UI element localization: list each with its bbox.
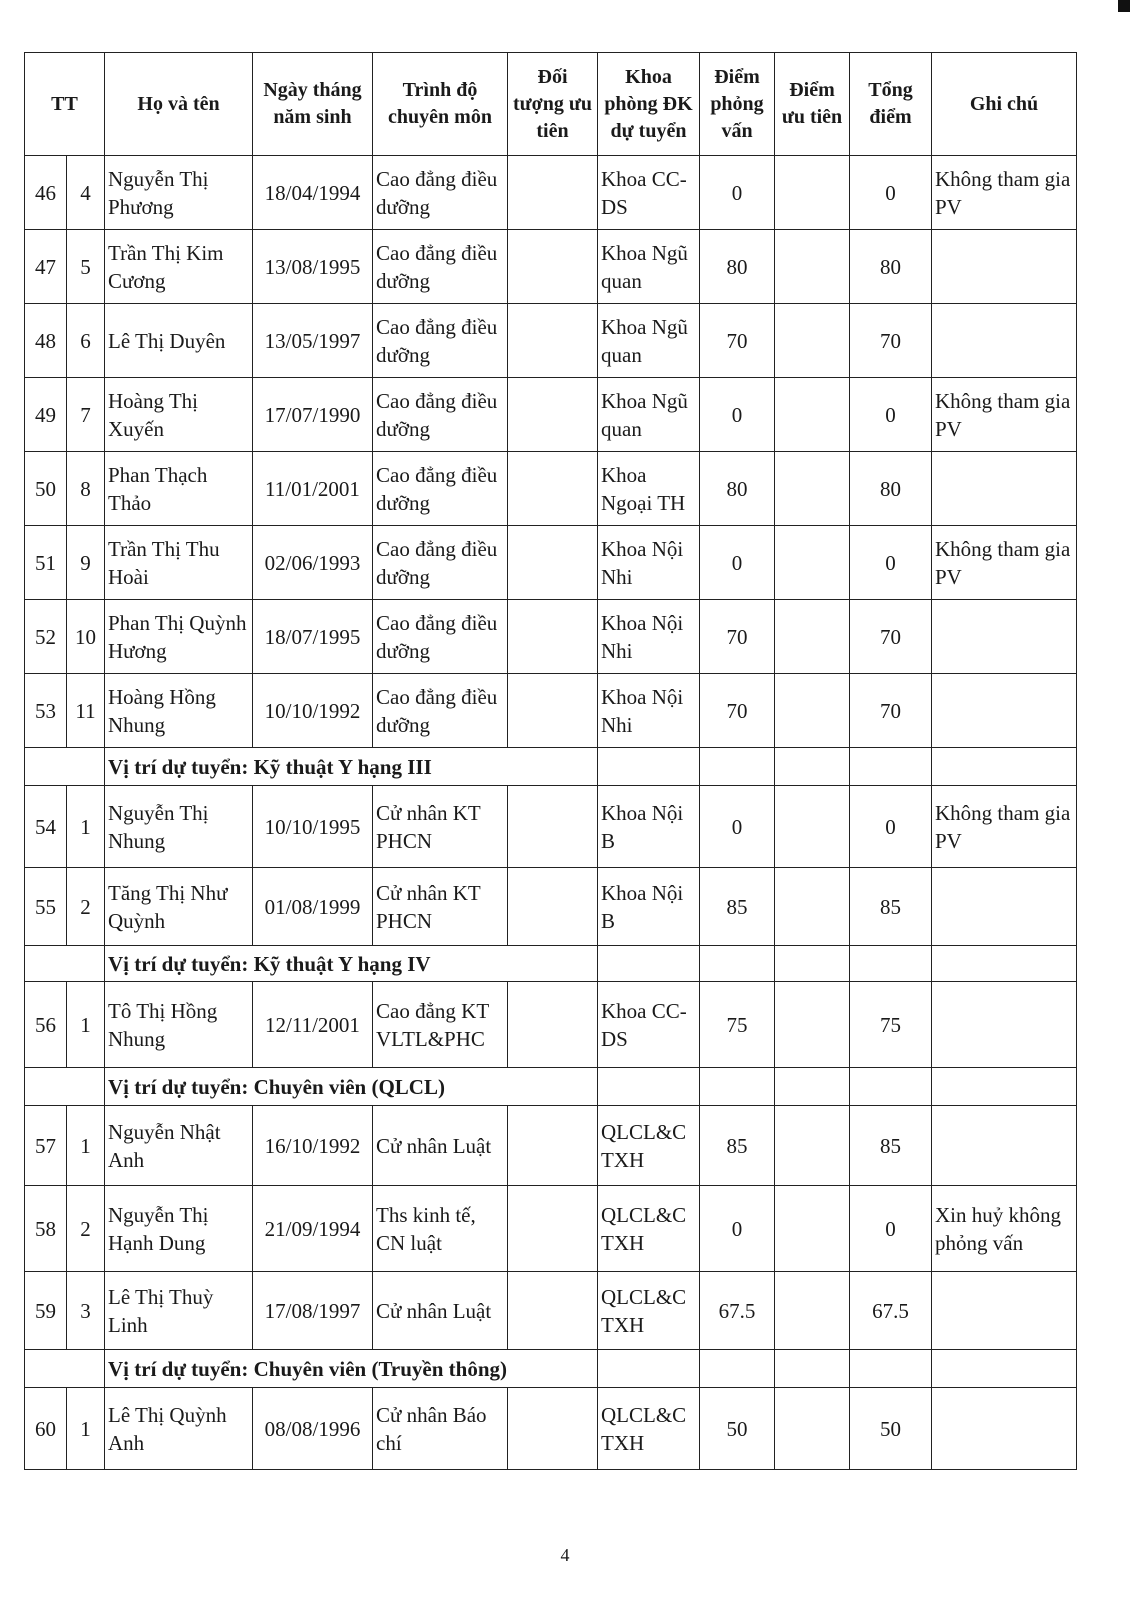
- header-tt: TT: [25, 53, 105, 156]
- birth-date-cell: 18/04/1994: [253, 156, 373, 230]
- row-number-cell: 59: [25, 1272, 67, 1350]
- interview-score-cell: 50: [700, 1388, 775, 1470]
- section-empty-cell: [775, 748, 850, 786]
- section-empty-cell: [598, 748, 700, 786]
- table-row: [25, 378, 1077, 452]
- birth-date-cell: 21/09/1994: [253, 1186, 373, 1272]
- table-row: [25, 230, 1077, 304]
- priority-object-cell: [508, 1388, 598, 1470]
- note-cell: Không tham gia PV: [932, 786, 1077, 868]
- note-cell: Không tham gia PV: [932, 526, 1077, 600]
- table-row: [25, 526, 1077, 600]
- priority-score-cell: [775, 868, 850, 946]
- header-row: [25, 53, 1077, 156]
- birth-date-cell: 10/10/1992: [253, 674, 373, 748]
- section-spacer: [25, 1068, 105, 1106]
- total-score-cell: 70: [850, 674, 932, 748]
- row-number-cell: 47: [25, 230, 67, 304]
- header-priority-score: Điểm ưu tiên: [775, 53, 850, 156]
- priority-score-cell: [775, 156, 850, 230]
- interview-score-cell: 70: [700, 674, 775, 748]
- candidate-name-cell: Lê Thị Duyên: [105, 304, 253, 378]
- table-row: [25, 1272, 1077, 1350]
- priority-object-cell: [508, 526, 598, 600]
- interview-score-cell: 0: [700, 378, 775, 452]
- department-cell: QLCL&C TXH: [598, 1272, 700, 1350]
- page-number: 4: [560, 1545, 570, 1565]
- priority-score-cell: [775, 1388, 850, 1470]
- header-interview-score: Điểm phỏng vấn: [700, 53, 775, 156]
- priority-object-cell: [508, 1186, 598, 1272]
- priority-score-cell: [775, 526, 850, 600]
- section-spacer: [25, 748, 105, 786]
- sub-number-cell: 1: [67, 982, 105, 1068]
- table-row: [25, 1388, 1077, 1470]
- candidate-name-cell: Tô Thị Hồng Nhung: [105, 982, 253, 1068]
- sub-number-cell: 10: [67, 600, 105, 674]
- birth-date-cell: 16/10/1992: [253, 1106, 373, 1186]
- priority-score-cell: [775, 1272, 850, 1350]
- priority-object-cell: [508, 786, 598, 868]
- department-cell: Khoa Ngũ quan: [598, 378, 700, 452]
- section-empty-cell: [775, 946, 850, 982]
- sub-number-cell: 1: [67, 1388, 105, 1470]
- interview-score-cell: 0: [700, 1186, 775, 1272]
- total-score-cell: 80: [850, 452, 932, 526]
- row-number-cell: 56: [25, 982, 67, 1068]
- department-cell: Khoa Ngoại TH: [598, 452, 700, 526]
- sub-number-cell: 1: [67, 786, 105, 868]
- results-table: [24, 52, 1077, 1470]
- interview-score-cell: 70: [700, 600, 775, 674]
- qualification-cell: Cử nhân KT PHCN: [373, 786, 508, 868]
- qualification-cell: Ths kinh tế, CN luật: [373, 1186, 508, 1272]
- table-row: [25, 868, 1077, 946]
- section-empty-cell: [598, 946, 700, 982]
- department-cell: Khoa Nội Nhi: [598, 674, 700, 748]
- row-number-cell: 51: [25, 526, 67, 600]
- department-cell: QLCL&C TXH: [598, 1106, 700, 1186]
- section-empty-cell: [700, 1350, 775, 1388]
- row-number-cell: 52: [25, 600, 67, 674]
- candidate-name-cell: Hoàng Hồng Nhung: [105, 674, 253, 748]
- note-cell: [932, 600, 1077, 674]
- sub-number-cell: 7: [67, 378, 105, 452]
- sub-number-cell: 5: [67, 230, 105, 304]
- total-score-cell: 0: [850, 156, 932, 230]
- header-qualification: Trình độ chuyên môn: [373, 53, 508, 156]
- qualification-cell: Cử nhân Báo chí: [373, 1388, 508, 1470]
- candidate-name-cell: Nguyễn Thị Nhung: [105, 786, 253, 868]
- birth-date-cell: 10/10/1995: [253, 786, 373, 868]
- interview-score-cell: 70: [700, 304, 775, 378]
- header-note: Ghi chú: [932, 53, 1077, 156]
- row-number-cell: 55: [25, 868, 67, 946]
- note-cell: [932, 1106, 1077, 1186]
- note-cell: [932, 1272, 1077, 1350]
- table-row: [25, 786, 1077, 868]
- row-number-cell: 53: [25, 674, 67, 748]
- section-empty-cell: [932, 946, 1077, 982]
- section-empty-cell: [932, 1350, 1077, 1388]
- birth-date-cell: 13/08/1995: [253, 230, 373, 304]
- header-priority-object: Đối tượng ưu tiên: [508, 53, 598, 156]
- section-empty-cell: [598, 1350, 700, 1388]
- birth-date-cell: 13/05/1997: [253, 304, 373, 378]
- row-number-cell: 49: [25, 378, 67, 452]
- sub-number-cell: 3: [67, 1272, 105, 1350]
- department-cell: Khoa Nội B: [598, 868, 700, 946]
- qualification-cell: Cao đẳng điều dưỡng: [373, 452, 508, 526]
- total-score-cell: 75: [850, 982, 932, 1068]
- table-row: [25, 982, 1077, 1068]
- sub-number-cell: 9: [67, 526, 105, 600]
- priority-object-cell: [508, 868, 598, 946]
- note-cell: [932, 868, 1077, 946]
- row-number-cell: 46: [25, 156, 67, 230]
- priority-score-cell: [775, 600, 850, 674]
- sub-number-cell: 2: [67, 868, 105, 946]
- department-cell: Khoa Nội Nhi: [598, 600, 700, 674]
- qualification-cell: Cao đẳng điều dưỡng: [373, 526, 508, 600]
- section-title: Vị trí dự tuyển: Kỹ thuật Y hạng III: [105, 748, 598, 786]
- section-spacer: [25, 1350, 105, 1388]
- total-score-cell: 0: [850, 378, 932, 452]
- section-empty-cell: [850, 1068, 932, 1106]
- header-name: Họ và tên: [105, 53, 253, 156]
- note-cell: Không tham gia PV: [932, 378, 1077, 452]
- row-number-cell: 58: [25, 1186, 67, 1272]
- sub-number-cell: 11: [67, 674, 105, 748]
- birth-date-cell: 12/11/2001: [253, 982, 373, 1068]
- birth-date-cell: 17/08/1997: [253, 1272, 373, 1350]
- qualification-cell: Cao đẳng điều dưỡng: [373, 600, 508, 674]
- table-row: [25, 304, 1077, 378]
- priority-score-cell: [775, 674, 850, 748]
- birth-date-cell: 11/01/2001: [253, 452, 373, 526]
- note-cell: [932, 1388, 1077, 1470]
- total-score-cell: 0: [850, 1186, 932, 1272]
- interview-score-cell: 85: [700, 1106, 775, 1186]
- section-spacer: [25, 946, 105, 982]
- candidate-name-cell: Phan Thị Quỳnh Hương: [105, 600, 253, 674]
- candidate-name-cell: Tăng Thị Như Quỳnh: [105, 868, 253, 946]
- section-empty-cell: [700, 1068, 775, 1106]
- priority-score-cell: [775, 452, 850, 526]
- qualification-cell: Cao đẳng KT VLTL&PHC: [373, 982, 508, 1068]
- department-cell: Khoa Nội Nhi: [598, 526, 700, 600]
- section-empty-cell: [932, 1068, 1077, 1106]
- qualification-cell: Cao đẳng điều dưỡng: [373, 156, 508, 230]
- section-empty-cell: [932, 748, 1077, 786]
- row-number-cell: 48: [25, 304, 67, 378]
- qualification-cell: Cử nhân Luật: [373, 1272, 508, 1350]
- interview-score-cell: 0: [700, 526, 775, 600]
- total-score-cell: 85: [850, 868, 932, 946]
- note-cell: [932, 982, 1077, 1068]
- priority-object-cell: [508, 1106, 598, 1186]
- section-empty-cell: [850, 1350, 932, 1388]
- birth-date-cell: 18/07/1995: [253, 600, 373, 674]
- section-empty-cell: [850, 946, 932, 982]
- qualification-cell: Cử nhân KT PHCN: [373, 868, 508, 946]
- priority-object-cell: [508, 600, 598, 674]
- section-empty-cell: [850, 748, 932, 786]
- header-total-score: Tổng điểm: [850, 53, 932, 156]
- department-cell: Khoa Nội B: [598, 786, 700, 868]
- priority-score-cell: [775, 786, 850, 868]
- birth-date-cell: 01/08/1999: [253, 868, 373, 946]
- department-cell: QLCL&C TXH: [598, 1388, 700, 1470]
- priority-object-cell: [508, 304, 598, 378]
- section-empty-cell: [598, 1068, 700, 1106]
- header-department: Khoa phòng ĐK dự tuyển: [598, 53, 700, 156]
- priority-score-cell: [775, 1186, 850, 1272]
- sub-number-cell: 2: [67, 1186, 105, 1272]
- department-cell: QLCL&C TXH: [598, 1186, 700, 1272]
- priority-object-cell: [508, 982, 598, 1068]
- sub-number-cell: 4: [67, 156, 105, 230]
- department-cell: Khoa CC-DS: [598, 156, 700, 230]
- candidate-name-cell: Nguyễn Nhật Anh: [105, 1106, 253, 1186]
- sub-number-cell: 6: [67, 304, 105, 378]
- sub-number-cell: 8: [67, 452, 105, 526]
- priority-score-cell: [775, 378, 850, 452]
- birth-date-cell: 08/08/1996: [253, 1388, 373, 1470]
- section-title: Vị trí dự tuyển: Chuyên viên (QLCL): [105, 1068, 598, 1106]
- table-row: [25, 156, 1077, 230]
- department-cell: Khoa Ngũ quan: [598, 304, 700, 378]
- section-empty-cell: [775, 1068, 850, 1106]
- candidate-name-cell: Nguyễn Thị Phương: [105, 156, 253, 230]
- table-row: [25, 600, 1077, 674]
- total-score-cell: 70: [850, 600, 932, 674]
- total-score-cell: 70: [850, 304, 932, 378]
- table-row: [25, 1106, 1077, 1186]
- note-cell: Không tham gia PV: [932, 156, 1077, 230]
- interview-score-cell: 80: [700, 452, 775, 526]
- section-title: Vị trí dự tuyển: Kỹ thuật Y hạng IV: [105, 946, 598, 982]
- total-score-cell: 85: [850, 1106, 932, 1186]
- candidate-name-cell: Lê Thị Quỳnh Anh: [105, 1388, 253, 1470]
- table-row: [25, 674, 1077, 748]
- qualification-cell: Cao đẳng điều dưỡng: [373, 378, 508, 452]
- candidate-name-cell: Trần Thị Thu Hoài: [105, 526, 253, 600]
- section-row: [25, 1350, 1077, 1388]
- interview-score-cell: 80: [700, 230, 775, 304]
- department-cell: Khoa CC-DS: [598, 982, 700, 1068]
- note-cell: [932, 674, 1077, 748]
- priority-score-cell: [775, 304, 850, 378]
- section-row: [25, 946, 1077, 982]
- interview-score-cell: 75: [700, 982, 775, 1068]
- total-score-cell: 0: [850, 786, 932, 868]
- qualification-cell: Cao đẳng điều dưỡng: [373, 304, 508, 378]
- total-score-cell: 50: [850, 1388, 932, 1470]
- priority-object-cell: [508, 674, 598, 748]
- qualification-cell: Cao đẳng điều dưỡng: [373, 674, 508, 748]
- priority-object-cell: [508, 230, 598, 304]
- table-body: [25, 156, 1077, 1470]
- priority-object-cell: [508, 156, 598, 230]
- note-cell: [932, 304, 1077, 378]
- priority-object-cell: [508, 452, 598, 526]
- header-dob: Ngày tháng năm sinh: [253, 53, 373, 156]
- interview-score-cell: 0: [700, 786, 775, 868]
- candidate-name-cell: Phan Thạch Thảo: [105, 452, 253, 526]
- section-title: Vị trí dự tuyển: Chuyên viên (Truyền thông): [105, 1350, 598, 1388]
- section-row: [25, 1068, 1077, 1106]
- note-cell: [932, 452, 1077, 526]
- sub-number-cell: 1: [67, 1106, 105, 1186]
- row-number-cell: 57: [25, 1106, 67, 1186]
- candidate-name-cell: Hoàng Thị Xuyến: [105, 378, 253, 452]
- table-row: [25, 452, 1077, 526]
- qualification-cell: Cử nhân Luật: [373, 1106, 508, 1186]
- scan-corner-mark: [1118, 0, 1130, 12]
- row-number-cell: 60: [25, 1388, 67, 1470]
- note-cell: [932, 230, 1077, 304]
- department-cell: Khoa Ngũ quan: [598, 230, 700, 304]
- note-cell: Xin huỷ không phỏng vấn: [932, 1186, 1077, 1272]
- total-score-cell: 80: [850, 230, 932, 304]
- section-empty-cell: [775, 1350, 850, 1388]
- interview-score-cell: 0: [700, 156, 775, 230]
- section-row: [25, 748, 1077, 786]
- candidate-name-cell: Nguyễn Thị Hạnh Dung: [105, 1186, 253, 1272]
- priority-score-cell: [775, 230, 850, 304]
- row-number-cell: 50: [25, 452, 67, 526]
- section-empty-cell: [700, 946, 775, 982]
- table-row: [25, 1186, 1077, 1272]
- birth-date-cell: 17/07/1990: [253, 378, 373, 452]
- candidate-name-cell: Lê Thị Thuỳ Linh: [105, 1272, 253, 1350]
- candidate-name-cell: Trần Thị Kim Cương: [105, 230, 253, 304]
- interview-score-cell: 67.5: [700, 1272, 775, 1350]
- priority-object-cell: [508, 378, 598, 452]
- priority-object-cell: [508, 1272, 598, 1350]
- interview-score-cell: 85: [700, 868, 775, 946]
- priority-score-cell: [775, 982, 850, 1068]
- birth-date-cell: 02/06/1993: [253, 526, 373, 600]
- priority-score-cell: [775, 1106, 850, 1186]
- total-score-cell: 67.5: [850, 1272, 932, 1350]
- section-empty-cell: [700, 748, 775, 786]
- total-score-cell: 0: [850, 526, 932, 600]
- row-number-cell: 54: [25, 786, 67, 868]
- qualification-cell: Cao đẳng điều dưỡng: [373, 230, 508, 304]
